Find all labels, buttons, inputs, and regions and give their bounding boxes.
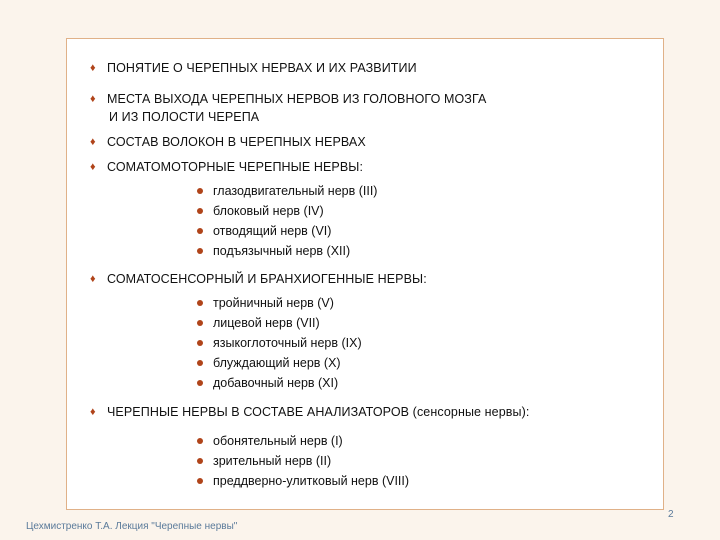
diamond-bullet-icon: ♦ (90, 136, 96, 148)
dot-bullet-icon (197, 360, 203, 366)
list-item (197, 313, 362, 333)
section-somatosensory-branchiogenic (90, 270, 652, 288)
section-heading: МЕСТА ВЫХОДА ЧЕРЕПНЫХ НЕРВОВ ИЗ ГОЛОВНОГО МОЗГА (107, 92, 487, 106)
dot-bullet-icon (197, 188, 203, 194)
dot-bullet-icon (197, 248, 203, 254)
list-item (197, 293, 362, 313)
page-number: 2 (668, 509, 674, 520)
list-item (197, 181, 377, 201)
section-heading: ПОНЯТИЕ О ЧЕРЕПНЫХ НЕРВАХ И ИХ РАЗВИТИИ (107, 61, 417, 75)
footer-caption: Цехмистренко Т.А. Лекция "Черепные нервы" (26, 521, 238, 532)
section-heading: СОСТАВ ВОЛОКОН В ЧЕРЕПНЫХ НЕРВАХ (107, 135, 366, 149)
section-concept (90, 59, 652, 77)
diamond-bullet-icon: ♦ (90, 93, 96, 105)
slide-panel (66, 38, 664, 510)
diamond-bullet-icon: ♦ (90, 161, 96, 173)
nerve-name: блоковый нерв (IV) (213, 204, 324, 218)
list-item (197, 431, 409, 451)
section-heading: СОМАТОСЕНСОРНЫЙ И БРАНХИОГЕННЫЕ НЕРВЫ: (107, 272, 427, 286)
dot-bullet-icon (197, 300, 203, 306)
section-somatomotor (90, 158, 652, 176)
nerve-name: тройничный нерв (V) (213, 296, 334, 310)
dot-bullet-icon (197, 320, 203, 326)
somatomotor-nerve-list (197, 181, 377, 261)
nerve-name: добавочный нерв (XI) (213, 376, 339, 390)
nerve-name: преддверно-улитковый нерв (VIII) (213, 474, 410, 488)
nerve-name: лицевой нерв (VII) (213, 316, 320, 330)
list-item (197, 221, 377, 241)
dot-bullet-icon (197, 478, 203, 484)
branchiogenic-nerve-list (197, 293, 362, 393)
dot-bullet-icon (197, 438, 203, 444)
dot-bullet-icon (197, 208, 203, 214)
nerve-name: блуждающий нерв (X) (213, 356, 341, 370)
section-heading-continued: И ИЗ ПОЛОСТИ ЧЕРЕПА (109, 110, 260, 124)
nerve-name: языкоглоточный нерв (IX) (213, 336, 362, 350)
dot-bullet-icon (197, 458, 203, 464)
dot-bullet-icon (197, 228, 203, 234)
list-item (197, 471, 409, 491)
section-analyzers (90, 403, 652, 421)
list-item (197, 241, 377, 261)
nerve-name: обонятельный нерв (I) (213, 434, 343, 448)
dot-bullet-icon (197, 380, 203, 386)
nerve-name: отводящий нерв (VI) (213, 224, 332, 238)
sensory-nerve-list (197, 431, 409, 491)
nerve-name: подъязычный нерв (XII) (213, 244, 351, 258)
section-exit-sites (90, 90, 652, 126)
list-item (197, 451, 409, 471)
list-item (197, 373, 362, 393)
section-heading: ЧЕРЕПНЫЕ НЕРВЫ В СОСТАВЕ АНАЛИЗАТОРОВ (сенсорные нервы): (107, 405, 530, 419)
dot-bullet-icon (197, 340, 203, 346)
nerve-name: глазодвигательный нерв (III) (213, 184, 378, 198)
nerve-name: зрительный нерв (II) (213, 454, 332, 468)
list-item (197, 333, 362, 353)
list-item (197, 201, 377, 221)
diamond-bullet-icon: ♦ (90, 406, 96, 418)
list-item (197, 353, 362, 373)
section-heading: СОМАТОМОТОРНЫЕ ЧЕРЕПНЫЕ НЕРВЫ: (107, 160, 364, 174)
diamond-bullet-icon: ♦ (90, 273, 96, 285)
diamond-bullet-icon: ♦ (90, 62, 96, 74)
section-fiber-composition (90, 133, 652, 151)
